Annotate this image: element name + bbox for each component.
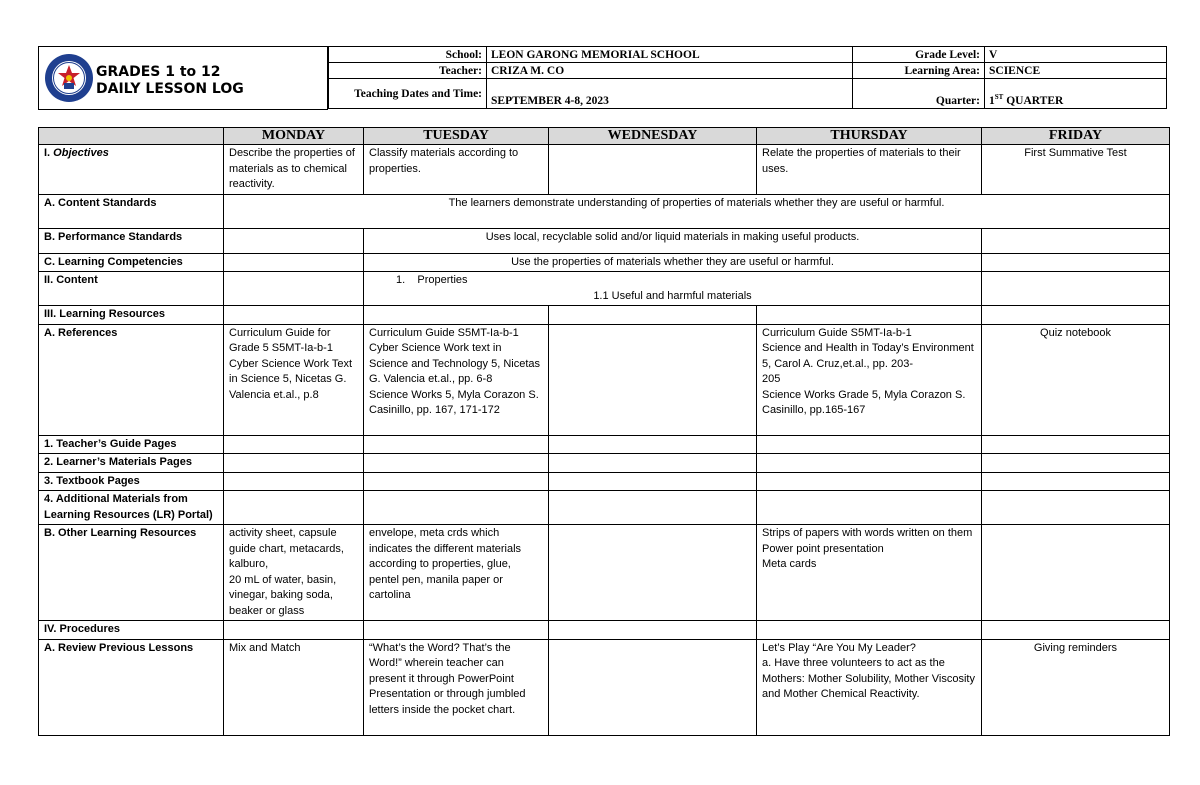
grade-level-label: Grade Level:	[853, 47, 985, 63]
procedures-thursday	[757, 621, 982, 640]
additional-materials-row	[39, 491, 1170, 525]
teachers-guide-label: 1. Teacher’s Guide Pages	[39, 435, 224, 454]
procedures-friday	[982, 621, 1170, 640]
review-row	[39, 639, 1170, 735]
content-label: II. Content	[39, 272, 224, 306]
procedures-label: IV. Procedures	[39, 621, 224, 640]
document-title	[96, 64, 244, 98]
review-tuesday: “What’s the Word? That’s the Word!” wherein teacher can present it through PowerPoint Presentation or through jumbled letters inside the pocket chart.	[364, 639, 549, 735]
learning-resources-row	[39, 306, 1170, 325]
objectives-wednesday	[549, 145, 757, 195]
other-resources-row	[39, 525, 1170, 621]
learning-competencies-row	[39, 253, 1170, 272]
learning-resources-friday	[982, 306, 1170, 325]
day-header-row	[39, 128, 1170, 145]
deped-seal-icon	[44, 53, 94, 103]
references-thursday: Curriculum Guide S5MT-Ia-b-1 Science and Health in Today’s Environment 5, Carol A. Cruz,et.al., pp. 203- 205 Science Works Grade 5, Myla Corazon S. Casinillo, pp.165-167	[757, 324, 982, 435]
teacher-label: Teacher:	[329, 63, 487, 79]
quarter-value	[985, 79, 1167, 109]
procedures-tuesday	[364, 621, 549, 640]
other-resources-wednesday	[549, 525, 757, 621]
references-monday: Curriculum Guide for Grade 5 S5MT-Ia-b-1 Cyber Science Work Text in Science 5, Nicetas G. Valencia et.al., p.8	[224, 324, 364, 435]
teachers-guide-friday	[982, 435, 1170, 454]
teachers-guide-monday	[224, 435, 364, 454]
additional-materials-thursday	[757, 491, 982, 525]
references-friday: Quiz notebook	[982, 324, 1170, 435]
learners-materials-tuesday	[364, 454, 549, 473]
learning-competencies-label: C. Learning Competencies	[39, 253, 224, 272]
textbook-wednesday	[549, 472, 757, 491]
learners-materials-thursday	[757, 454, 982, 473]
additional-materials-tuesday	[364, 491, 549, 525]
content-standards-row	[39, 194, 1170, 228]
learning-area-value: SCIENCE	[985, 63, 1167, 79]
lesson-log-table	[38, 127, 1170, 736]
additional-materials-label: 4. Additional Materials from Learning Resources (LR) Portal)	[39, 491, 224, 525]
info-table	[328, 46, 1167, 109]
learning-competencies-monday	[224, 253, 364, 272]
day-header-wednesday: WEDNESDAY	[549, 128, 757, 145]
learning-resources-thursday	[757, 306, 982, 325]
references-wednesday	[549, 324, 757, 435]
textbook-row	[39, 472, 1170, 491]
quarter-label: Quarter:	[853, 79, 985, 109]
performance-standards-label: B. Performance Standards	[39, 228, 224, 253]
other-resources-friday	[982, 525, 1170, 621]
content-monday	[224, 272, 364, 306]
review-friday: Giving reminders	[982, 639, 1170, 735]
dates-value: SEPTEMBER 4-8, 2023	[487, 79, 853, 109]
dates-label: Teaching Dates and Time:	[329, 79, 487, 109]
learners-materials-friday	[982, 454, 1170, 473]
objectives-tuesday: Classify materials according to properties.	[364, 145, 549, 195]
teachers-guide-thursday	[757, 435, 982, 454]
additional-materials-friday	[982, 491, 1170, 525]
review-wednesday	[549, 639, 757, 735]
procedures-row	[39, 621, 1170, 640]
review-monday: Mix and Match	[224, 639, 364, 735]
additional-materials-wednesday	[549, 491, 757, 525]
school-label: School:	[329, 47, 487, 63]
other-resources-tuesday: envelope, meta crds which indicates the different materials according to properties, glue, pentel pen, manila paper or cartolina	[364, 525, 549, 621]
textbook-friday	[982, 472, 1170, 491]
references-label: A. References	[39, 324, 224, 435]
performance-standards-monday	[224, 228, 364, 253]
objectives-monday: Describe the properties of materials as to chemical reactivity.	[224, 145, 364, 195]
teacher-value: CRIZA M. CO	[487, 63, 853, 79]
learners-materials-monday	[224, 454, 364, 473]
learners-materials-wednesday	[549, 454, 757, 473]
content-item-2: 1.1 Useful and harmful materials	[593, 289, 752, 302]
content-standards-label: A. Content Standards	[39, 194, 224, 228]
procedures-wednesday	[549, 621, 757, 640]
quarter-number: 1	[989, 95, 995, 107]
school-value: LEON GARONG MEMORIAL SCHOOL	[487, 47, 853, 63]
day-header-thursday: THURSDAY	[757, 128, 982, 145]
other-resources-label: B. Other Learning Resources	[39, 525, 224, 621]
grade-level-value: V	[985, 47, 1167, 63]
learners-materials-label: 2. Learner’s Materials Pages	[39, 454, 224, 473]
content-row	[39, 272, 1170, 306]
objectives-friday: First Summative Test	[982, 145, 1170, 195]
performance-standards-friday	[982, 228, 1170, 253]
learners-materials-row	[39, 454, 1170, 473]
content-standards-text: The learners demonstrate understanding of properties of materials whether they are useful or harmful.	[224, 194, 1170, 228]
textbook-monday	[224, 472, 364, 491]
objectives-thursday: Relate the properties of materials to their uses.	[757, 145, 982, 195]
learning-resources-monday	[224, 306, 364, 325]
textbook-tuesday	[364, 472, 549, 491]
learning-competencies-text: Use the properties of materials whether they are useful or harmful.	[364, 253, 982, 272]
teachers-guide-tuesday	[364, 435, 549, 454]
quarter-suffix: ST	[994, 93, 1004, 102]
learning-competencies-friday	[982, 253, 1170, 272]
other-resources-monday: activity sheet, capsule guide chart, metacards, kalburo, 20 mL of water, basin, vinegar, baking soda, beaker or glass	[224, 525, 364, 621]
quarter-text: QUARTER	[1003, 95, 1064, 107]
textbook-thursday	[757, 472, 982, 491]
day-header-friday: FRIDAY	[982, 128, 1170, 145]
learning-area-label: Learning Area:	[853, 63, 985, 79]
references-tuesday: Curriculum Guide S5MT-Ia-b-1 Cyber Science Work text in Science and Technology 5, Nicetas G. Valencia et.al., pp. 6-8 Science Works 5, Myla Corazon S. Casinillo, pp. 167, 171-172	[364, 324, 549, 435]
content-text	[364, 272, 982, 306]
teachers-guide-wednesday	[549, 435, 757, 454]
review-label: A. Review Previous Lessons	[39, 639, 224, 735]
header-box	[38, 46, 328, 110]
learning-resources-label: III. Learning Resources	[39, 306, 224, 325]
additional-materials-monday	[224, 491, 364, 525]
content-item-1: 1. Properties	[396, 274, 468, 286]
references-row	[39, 324, 1170, 435]
title-line-2: DAILY LESSON LOG	[96, 81, 244, 97]
title-line-1: GRADES 1 to 12	[96, 64, 221, 80]
objectives-label-text: Objectives	[53, 147, 109, 159]
textbook-label: 3. Textbook Pages	[39, 472, 224, 491]
review-thursday: Let’s Play “Are You My Leader? a. Have three volunteers to act as the Mothers: Mother Solubility, Mother Viscosity and Mother Chemical Reactivity.	[757, 639, 982, 735]
teachers-guide-row	[39, 435, 1170, 454]
corner-cell	[39, 128, 224, 145]
objectives-label-num: I.	[44, 147, 54, 159]
learning-resources-tuesday	[364, 306, 549, 325]
procedures-monday	[224, 621, 364, 640]
other-resources-thursday: Strips of papers with words written on them Power point presentation Meta cards	[757, 525, 982, 621]
objectives-row	[39, 145, 1170, 195]
learning-resources-wednesday	[549, 306, 757, 325]
content-friday	[982, 272, 1170, 306]
day-header-monday: MONDAY	[224, 128, 364, 145]
performance-standards-row	[39, 228, 1170, 253]
day-header-tuesday: TUESDAY	[364, 128, 549, 145]
objectives-label	[39, 145, 224, 195]
performance-standards-text: Uses local, recyclable solid and/or liquid materials in making useful products.	[364, 228, 982, 253]
